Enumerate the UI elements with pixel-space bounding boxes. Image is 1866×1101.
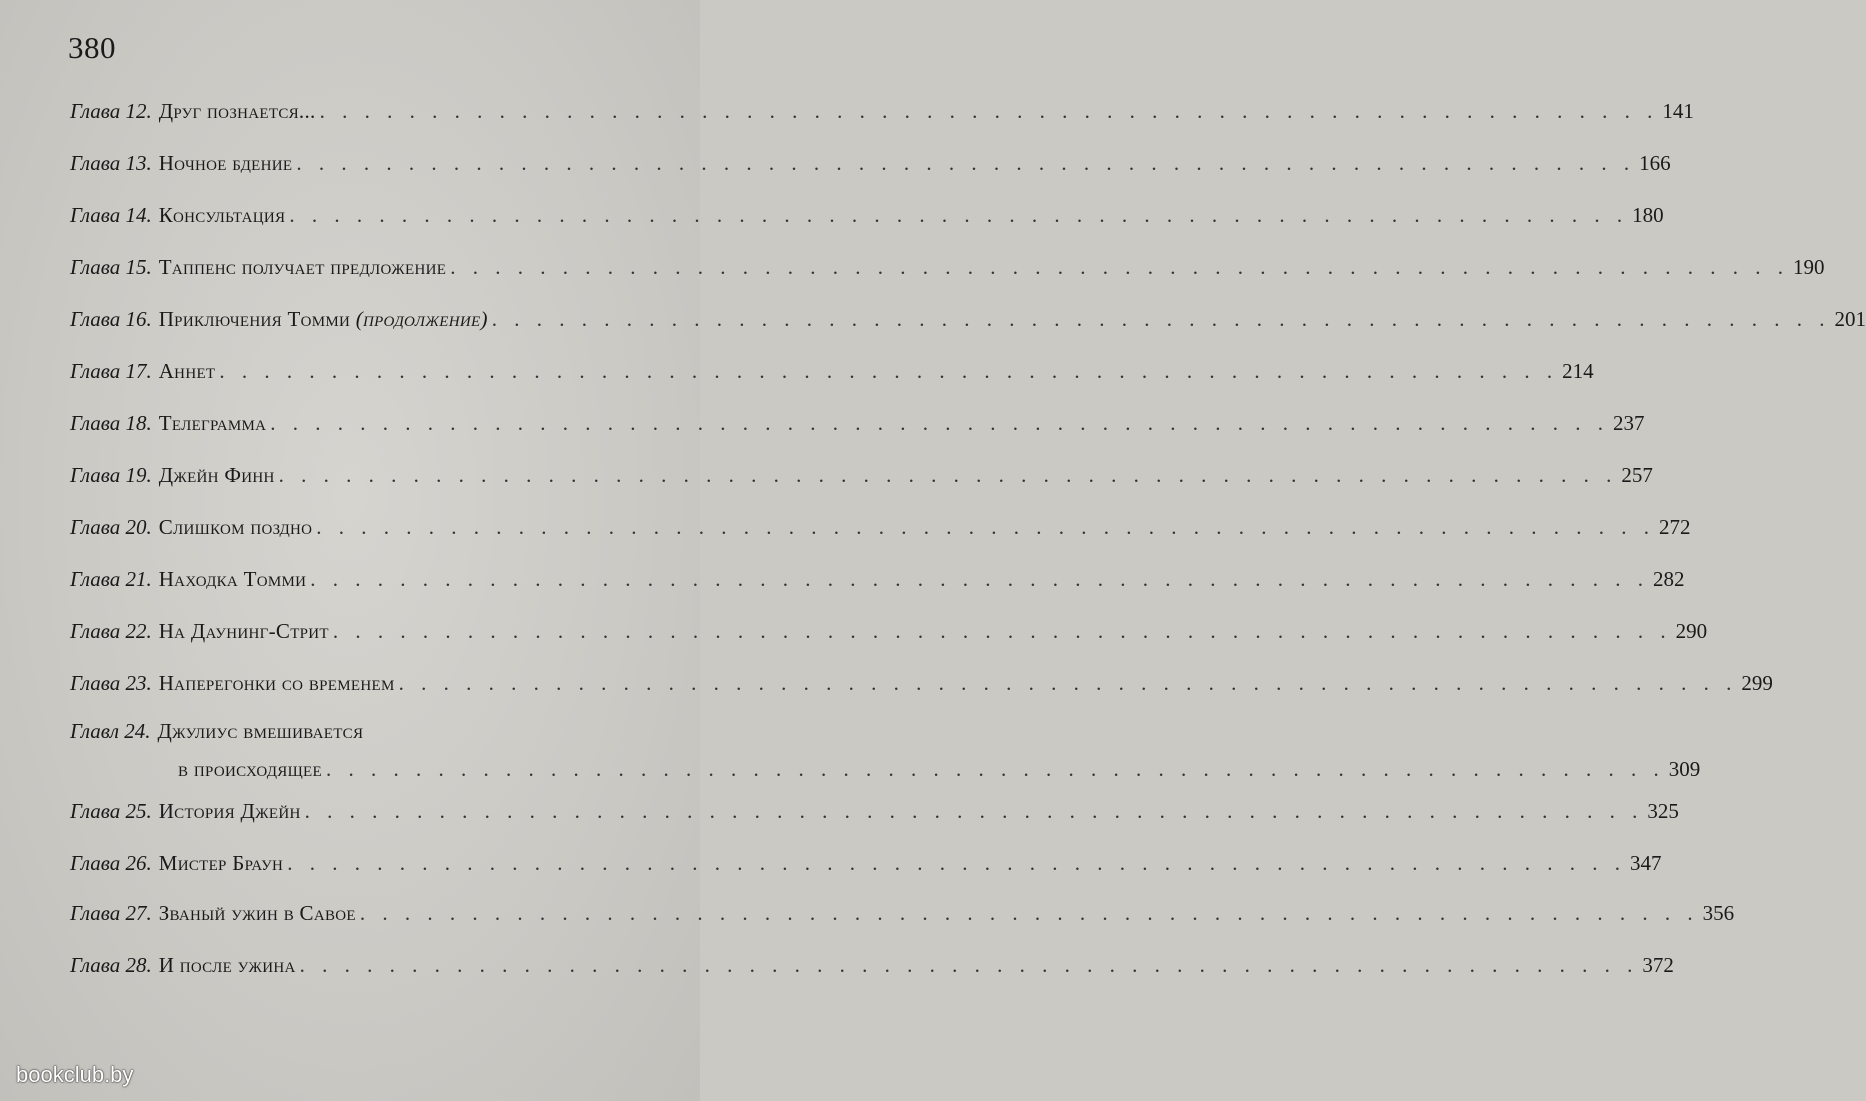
chapter-title: Званый ужин в Савое	[158, 901, 356, 925]
dot-leader: . . . . . . . . . . . . . . . . . . . . . . . . . . . . . . . . . . . . . . . . . . . . . . . . . . . . . . . . . . . .	[325, 757, 1665, 781]
toc-entry-chapter-26	[70, 846, 1662, 880]
toc-entry-chapter-15	[70, 250, 1825, 284]
toc-entry-chapter-25	[70, 794, 1679, 828]
toc-entry-chapter-17	[70, 354, 1594, 388]
chapter-label: Глава 19.	[70, 463, 152, 487]
toc-entry-chapter-21	[70, 562, 1685, 596]
chapter-label: Глава 12.	[70, 99, 152, 123]
chapter-title-continued: в происходящее	[178, 757, 322, 781]
chapter-title: Мистер Браун	[158, 851, 284, 875]
dot-leader: . . . . . . . . . . . . . . . . . . . . . . . . . . . . . . . . . . . . . . . . . . . . . . . . . . . . . . . . . . . .	[219, 359, 1559, 383]
chapter-label: Глава 25.	[70, 799, 152, 823]
chapter-title: На Даунинг-Стрит	[158, 619, 329, 643]
chapter-title-main: Приключения Томми	[158, 307, 351, 331]
chapter-label: Глава 26.	[70, 851, 152, 875]
page-ref: 372	[1642, 953, 1674, 977]
chapter-title: История Джейн	[158, 799, 301, 823]
chapter-title: Наперегонки со временем	[158, 671, 395, 695]
chapter-label: Глава 13.	[70, 151, 152, 175]
page-ref: 166	[1639, 151, 1671, 175]
page-number: 380	[68, 30, 116, 65]
toc-entry-chapter-28	[70, 948, 1674, 982]
dot-leader: . . . . . . . . . . . . . . . . . . . . . . . . . . . . . . . . . . . . . . . . . . . . . . . . . . . . . . . . . . . .	[332, 619, 1672, 643]
chapter-title	[159, 302, 488, 336]
dot-leader: . . . . . . . . . . . . . . . . . . . . . . . . . . . . . . . . . . . . . . . . . . . . . . . . . . . . . . . . . . . .	[296, 151, 1636, 175]
chapter-title: Консультация	[158, 203, 286, 227]
chapter-label: Глава 16.	[70, 307, 152, 331]
chapter-title: Аннет	[158, 359, 216, 383]
chapter-title: Телеграмма	[158, 411, 267, 435]
chapter-label: Глава 15.	[70, 255, 152, 279]
toc-entry-chapter-22	[70, 614, 1708, 648]
page-ref: 290	[1675, 619, 1708, 643]
chapter-label: Глава 14.	[70, 203, 152, 227]
chapter-label: Глава 28.	[70, 953, 152, 977]
page-ref: 190	[1792, 255, 1825, 279]
toc-entry-chapter-14	[70, 198, 1664, 232]
page-ref: 325	[1647, 799, 1679, 823]
chapter-title: Находка Томми	[158, 567, 307, 591]
toc-entry-chapter-16	[70, 302, 1866, 336]
chapter-label: Глава 18.	[70, 411, 152, 435]
page-ref: 214	[1562, 359, 1594, 383]
dot-leader: . . . . . . . . . . . . . . . . . . . . . . . . . . . . . . . . . . . . . . . . . . . . . . . . . . . . . . . . . . . .	[319, 99, 1659, 123]
dot-leader: . . . . . . . . . . . . . . . . . . . . . . . . . . . . . . . . . . . . . . . . . . . . . . . . . . . . . . . . . . . .	[491, 307, 1831, 331]
chapter-label: Глава 22.	[70, 619, 152, 643]
page-ref: 201	[1834, 307, 1866, 331]
dot-leader: . . . . . . . . . . . . . . . . . . . . . . . . . . . . . . . . . . . . . . . . . . . . . . . . . . . . . . . . . . . .	[359, 901, 1699, 925]
chapter-label: Глава 20.	[70, 515, 152, 539]
chapter-title: Ночное бдение	[158, 151, 293, 175]
page-ref: 272	[1659, 515, 1691, 539]
watermark: bookclub.by	[16, 1062, 134, 1087]
dot-leader: . . . . . . . . . . . . . . . . . . . . . . . . . . . . . . . . . . . . . . . . . . . . . . . . . . . . . . . . . . . .	[299, 953, 1639, 977]
toc-entry-chapter-13	[70, 146, 1671, 180]
dot-leader: . . . . . . . . . . . . . . . . . . . . . . . . . . . . . . . . . . . . . . . . . . . . . . . . . . . . . . . . . . . .	[278, 463, 1618, 487]
page-ref: 257	[1621, 463, 1653, 487]
chapter-title: Слишком поздно	[158, 515, 313, 539]
dot-leader: . . . . . . . . . . . . . . . . . . . . . . . . . . . . . . . . . . . . . . . . . . . . . . . . . . . . . . . . . . . .	[304, 799, 1644, 823]
toc-entry-chapter-24	[70, 714, 1701, 790]
dot-leader: . . . . . . . . . . . . . . . . . . . . . . . . . . . . . . . . . . . . . . . . . . . . . . . . . . . . . . . . . . . .	[289, 203, 1629, 227]
page-ref: 237	[1613, 411, 1645, 435]
page-ref: 356	[1702, 901, 1735, 925]
page-ref: 282	[1653, 567, 1685, 591]
chapter-title: Друг познается...	[158, 99, 316, 123]
dot-leader: . . . . . . . . . . . . . . . . . . . . . . . . . . . . . . . . . . . . . . . . . . . . . . . . . . . . . . . . . . . .	[316, 515, 1656, 539]
dot-leader: . . . . . . . . . . . . . . . . . . . . . . . . . . . . . . . . . . . . . . . . . . . . . . . . . . . . . . . . . . . .	[287, 851, 1626, 875]
page-ref: 309	[1668, 757, 1701, 781]
dot-leader: . . . . . . . . . . . . . . . . . . . . . . . . . . . . . . . . . . . . . . . . . . . . . . . . . . . . . . . . . . . .	[270, 411, 1610, 435]
chapter-title: Таппенс получает предложение	[158, 255, 447, 279]
chapter-title: Джулиус вмешивается	[157, 719, 364, 743]
dot-leader: . . . . . . . . . . . . . . . . . . . . . . . . . . . . . . . . . . . . . . . . . . . . . . . . . . . . . . . . . . . .	[398, 671, 1738, 695]
chapter-title-italic: (продолжение)	[355, 307, 488, 331]
chapter-label: Глава 23.	[70, 671, 152, 695]
chapter-label: Главл 24.	[70, 719, 151, 743]
chapter-label: Глава 21.	[70, 567, 152, 591]
chapter-label: Глава 27.	[70, 901, 152, 925]
toc-line-1	[70, 714, 674, 748]
page-ref: 299	[1741, 671, 1773, 695]
page-ref: 347	[1629, 851, 1662, 875]
page-ref: 141	[1662, 99, 1694, 123]
chapter-title: И после ужина	[158, 953, 296, 977]
dot-leader: . . . . . . . . . . . . . . . . . . . . . . . . . . . . . . . . . . . . . . . . . . . . . . . . . . . . . . . . . . . .	[310, 567, 1650, 591]
toc-entry-chapter-12	[70, 94, 1694, 128]
page-ref: 180	[1632, 203, 1664, 227]
toc-entry-chapter-20	[70, 510, 1691, 544]
toc-entry-chapter-18	[70, 406, 1645, 440]
dot-leader: . . . . . . . . . . . . . . . . . . . . . . . . . . . . . . . . . . . . . . . . . . . . . . . . . . . . . . . . . . . .	[450, 255, 1789, 279]
toc-line-2	[70, 752, 1701, 786]
toc-entry-chapter-19	[70, 458, 1653, 492]
chapter-label: Глава 17.	[70, 359, 152, 383]
toc-entry-chapter-27	[70, 896, 1735, 930]
toc-entry-chapter-23	[70, 666, 1773, 700]
chapter-title: Джейн Финн	[158, 463, 275, 487]
